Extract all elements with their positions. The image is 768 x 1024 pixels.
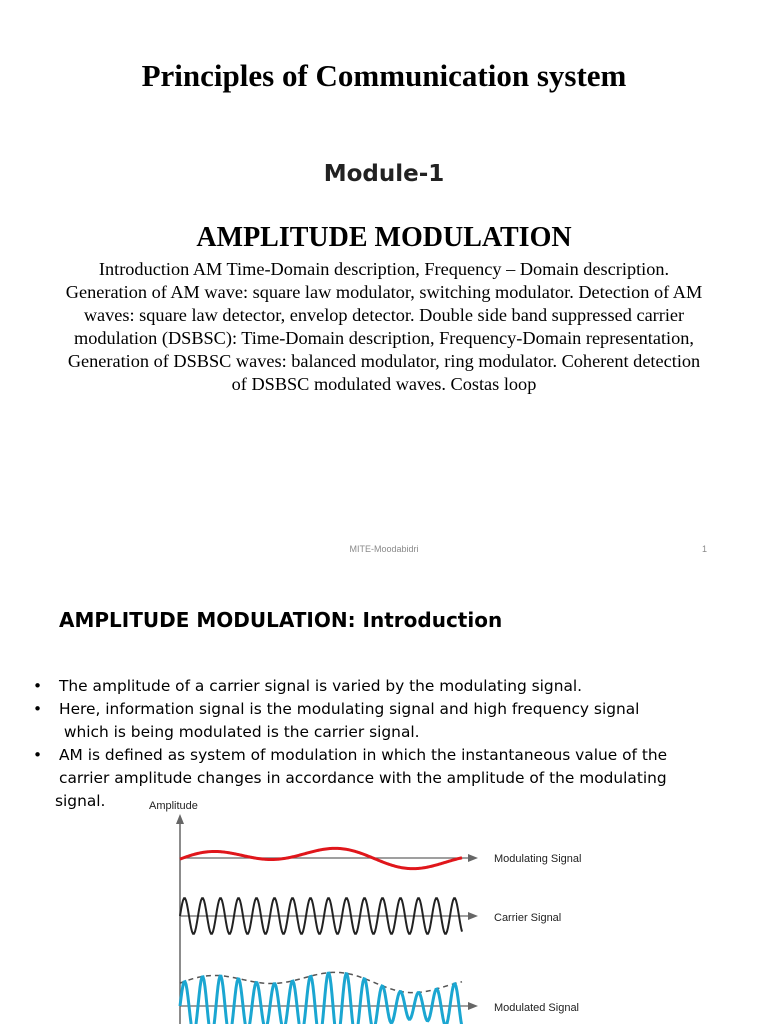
syllabus-line: Generation of AM wave: square law modulator, switching modulator. Detection of AM bbox=[65, 282, 703, 302]
modulated-signal-wave bbox=[180, 973, 462, 1024]
module-label: Module-1 bbox=[323, 161, 445, 187]
am-waveform-diagram bbox=[140, 796, 610, 1024]
syllabus-line: of DSBSC modulated waves. Costas loop bbox=[231, 374, 537, 394]
syllabus-text bbox=[40, 258, 728, 396]
intro-heading-rest: Introduction bbox=[355, 608, 503, 632]
course-title: Principles of Communication system bbox=[141, 58, 627, 93]
carrier-arrow-icon bbox=[468, 912, 478, 920]
y-axis-arrow-icon bbox=[176, 814, 184, 824]
bullet-dot: • bbox=[33, 746, 43, 764]
bullet-text: Here, information signal is the modulating signal and high frequency signal bbox=[59, 700, 640, 718]
intro-heading-bold: AMPLITUDE MODULATION: bbox=[59, 608, 356, 632]
syllabus-line: waves: square law detector, envelop detector. Double side band suppressed carrier bbox=[83, 305, 685, 325]
slide-2 bbox=[0, 576, 768, 1024]
list-item bbox=[30, 698, 730, 744]
amplitude-axis-label: Amplitude bbox=[149, 800, 198, 812]
slide-footer: MITE-Moodabidri bbox=[349, 544, 419, 554]
bullet-dot: • bbox=[33, 700, 43, 718]
modulated-signal-label: Modulated Signal bbox=[494, 1002, 580, 1014]
bullet-text: signal. bbox=[55, 792, 106, 810]
bullet-text: AM is defined as system of modulation in which the instantaneous value of the bbox=[59, 746, 668, 764]
modulating-signal-label: Modulating Signal bbox=[494, 853, 582, 865]
syllabus-line: modulation (DSBSC): Time-Domain description, Frequency-Domain representation, bbox=[74, 328, 694, 348]
list-item bbox=[30, 675, 730, 698]
intro-heading bbox=[59, 608, 502, 632]
bullet-list bbox=[30, 675, 730, 813]
bullet-text: The amplitude of a carrier signal is varied by the modulating signal. bbox=[59, 677, 583, 695]
bullet-dot: • bbox=[33, 677, 43, 695]
modulated-arrow-icon bbox=[468, 1002, 478, 1010]
bullet-text: which is being modulated is the carrier signal. bbox=[59, 723, 420, 741]
carrier-signal-label: Carrier Signal bbox=[494, 912, 562, 924]
bullet-text: carrier amplitude changes in accordance with the amplitude of the modulating bbox=[59, 769, 667, 787]
syllabus-line: Introduction AM Time-Domain description, Frequency – Domain description. bbox=[98, 259, 670, 279]
modulating-arrow-icon bbox=[468, 854, 478, 862]
topic-heading: AMPLITUDE MODULATION bbox=[196, 222, 572, 253]
page-number: 1 bbox=[702, 544, 708, 554]
syllabus-line: Generation of DSBSC waves: balanced modulator, ring modulator. Coherent detection bbox=[67, 351, 701, 371]
